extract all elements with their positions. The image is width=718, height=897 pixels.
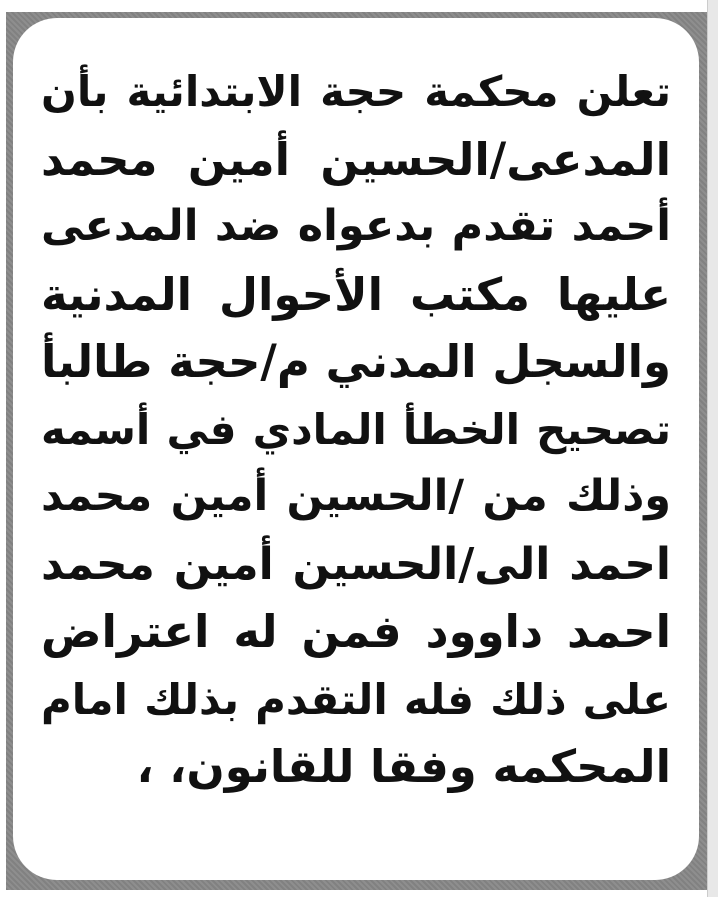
notice-line-3: أحمد تقدم بدعواه ضد المدعى [41, 201, 671, 251]
notice-line-1: تعلن محكمة حجة الابتدائية بأن [41, 67, 671, 116]
notice-line-2: المدعى/الحسين أمين محمد [41, 132, 671, 186]
notice-line-9: احمد داوود فمن له اعتراض [41, 605, 671, 658]
notice-line-11: المحكمه وفقا للقانون، ، [136, 740, 671, 793]
notice-line-6: تصحيح الخطأ المادي في أسمه [41, 404, 671, 454]
page-edge [707, 0, 718, 897]
notice-line-7: وذلك من /الحسين أمين محمد [41, 471, 671, 521]
notice-text [41, 58, 671, 801]
notice-card [13, 18, 699, 880]
notice-line-8: احمد الى/الحسين أمين محمد [41, 538, 671, 590]
notice-line-5: والسجل المدني م/حجة طالبأ [41, 335, 671, 388]
notice-line-10: على ذلك فله التقدم بذلك امام [41, 674, 671, 724]
notice-line-4: عليها مكتب الأحوال المدنية [41, 267, 671, 321]
